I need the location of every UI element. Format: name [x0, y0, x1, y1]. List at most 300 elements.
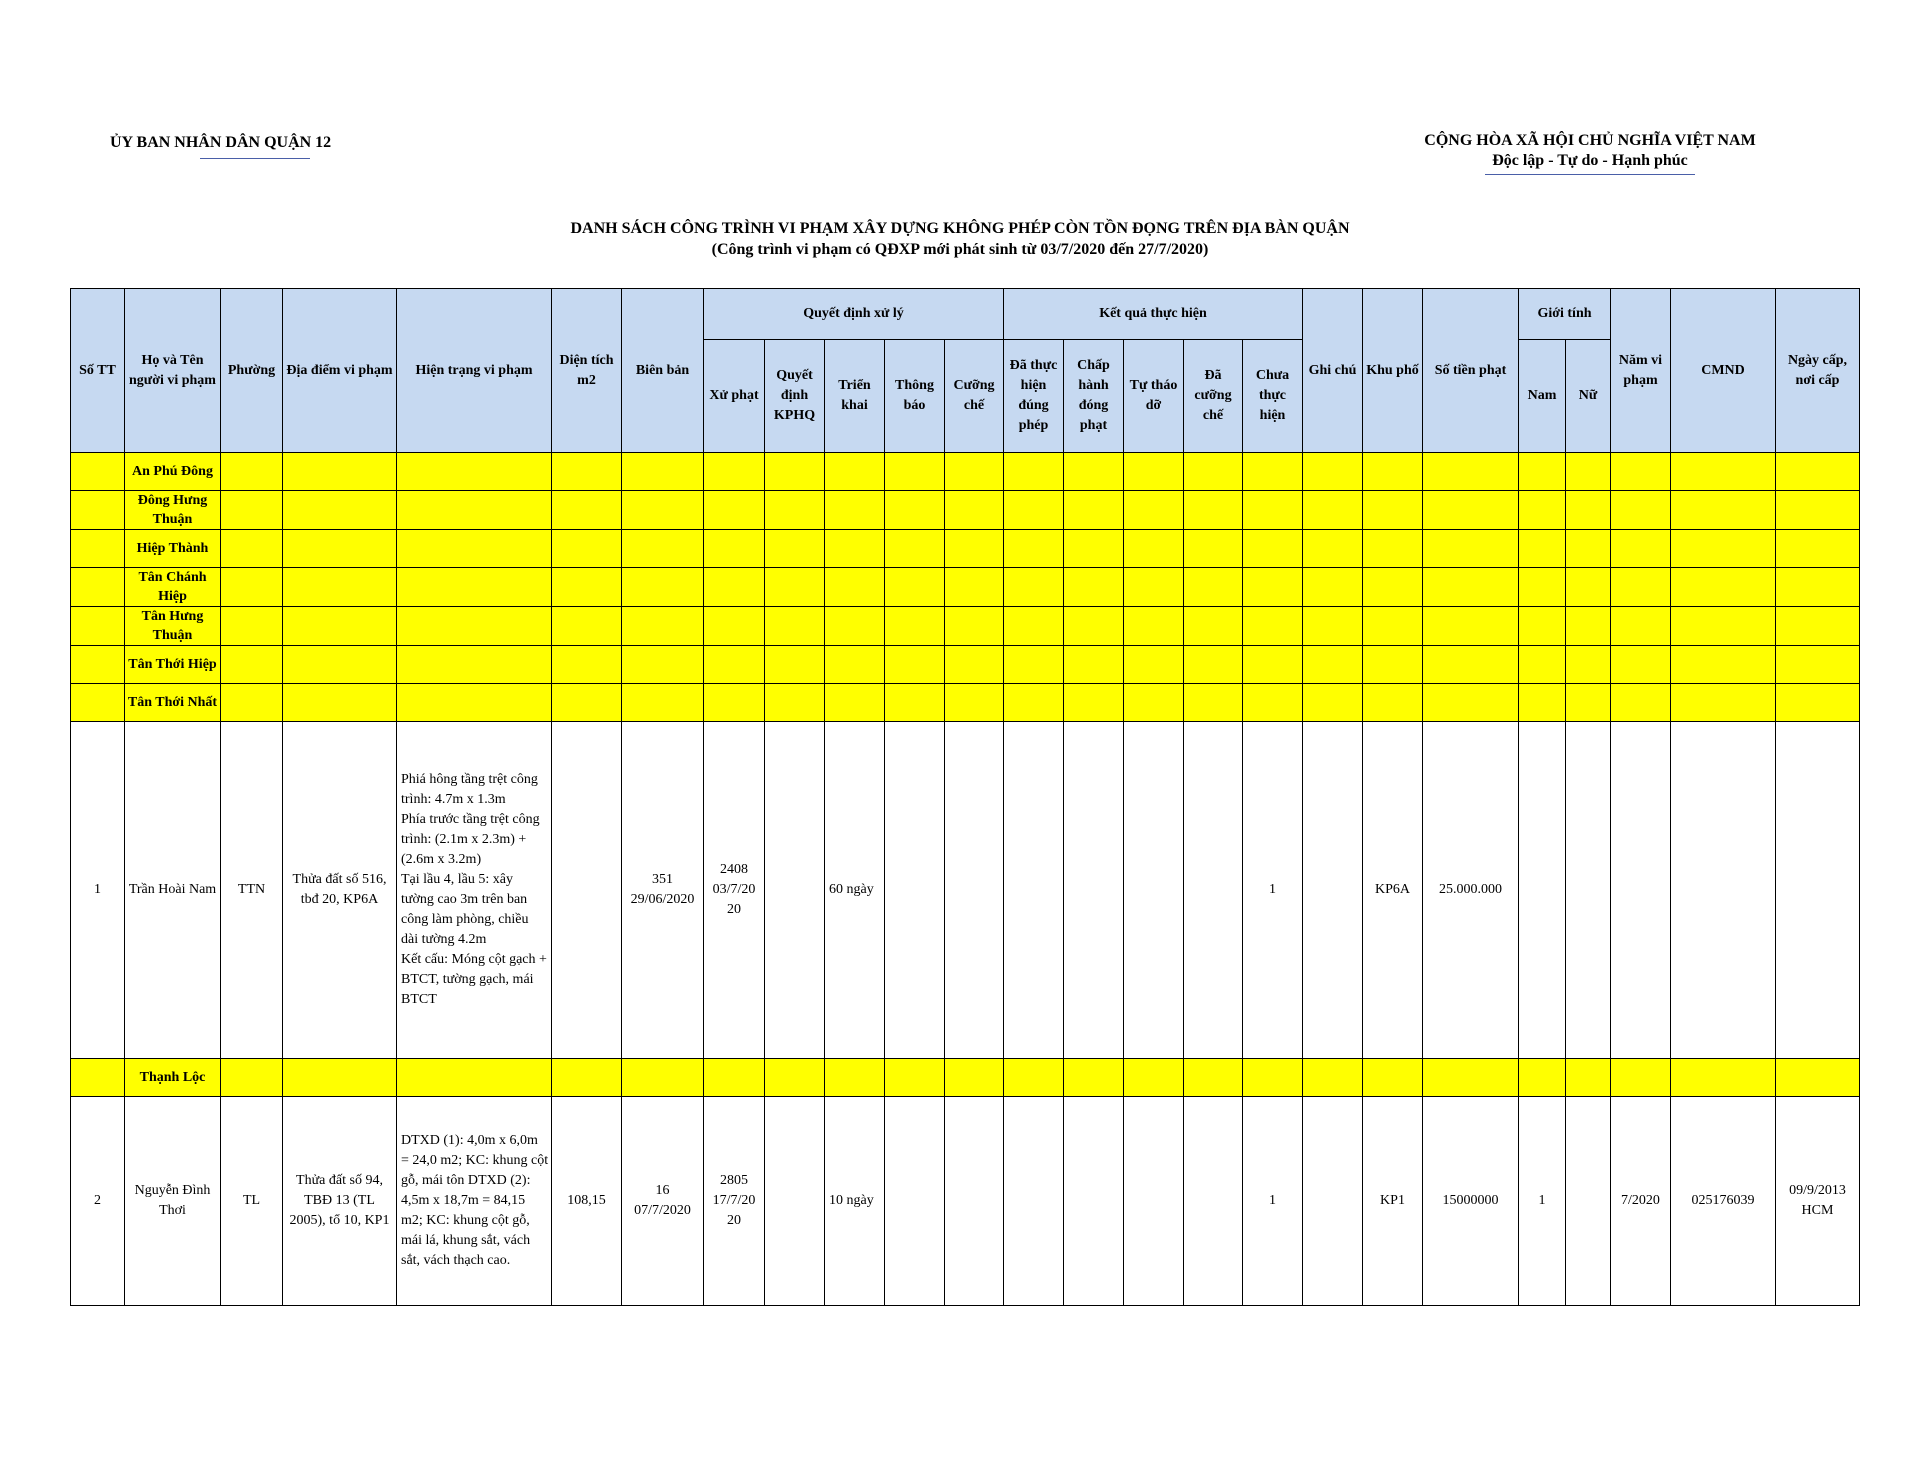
col-res-dathuchien: Đã thực hiện đúng phép [1004, 340, 1064, 453]
ward-cell [1363, 568, 1423, 607]
ward-cell [1671, 453, 1776, 491]
ward-cell [945, 568, 1004, 607]
ward-cell [704, 453, 765, 491]
cell-trienkhai: 10 ngày [825, 1097, 885, 1306]
national-slogan: Độc lập - Tự do - Hạnh phúc [1492, 152, 1688, 169]
ward-cell [1184, 646, 1243, 684]
cell-dathuchien [1004, 722, 1064, 1059]
ward-cell [622, 491, 704, 530]
ward-cell [765, 607, 825, 646]
ward-cell [1303, 453, 1363, 491]
cell-ward: TL [221, 1097, 283, 1306]
ward-cell [1064, 530, 1124, 568]
ward-cell [1776, 607, 1860, 646]
ward-cell [945, 684, 1004, 722]
ward-cell [825, 491, 885, 530]
ward-cell [945, 453, 1004, 491]
ward-cell [1519, 607, 1566, 646]
ward-cell [1423, 607, 1519, 646]
ward-cell [622, 646, 704, 684]
col-gender-female: Nữ [1566, 340, 1611, 453]
ward-cell [1303, 530, 1363, 568]
cell-note [1303, 1097, 1363, 1306]
ward-cell [1004, 646, 1064, 684]
ward-cell [1423, 1059, 1519, 1097]
ward-cell [283, 530, 397, 568]
issuing-authority [110, 134, 331, 152]
col-dec-cuongche: Cưỡng chế [945, 340, 1004, 453]
col-res-chuathuchien: Chưa thực hiện [1243, 340, 1303, 453]
ward-cell [552, 1059, 622, 1097]
ward-cell [1243, 1059, 1303, 1097]
ward-row [71, 1059, 1860, 1097]
col-group-gender: Giới tính [1519, 289, 1611, 340]
authority-underline [200, 158, 310, 159]
cell-status: Phiá hông tầng trệt công trình: 4.7m x 1.3m Phía trước tầng trệt công trình: (2.1m x 2.3m) + (2.6m x 3.2m) Tại lầu 4, lầu 5: xây tường cao 3m trên ban công làm phòng, chiều dài tường 4.2m Kết cấu: Móng cột gạch + BTCT, tường gạch, mái BTCT [397, 722, 552, 1059]
col-note: Ghi chú [1303, 289, 1363, 453]
ward-cell [1363, 607, 1423, 646]
ward-cell [1363, 530, 1423, 568]
col-issued: Ngày cấp, nơi cấp [1776, 289, 1860, 453]
ward-cell [1776, 491, 1860, 530]
ward-cell [1004, 568, 1064, 607]
ward-cell [1124, 1059, 1184, 1097]
ward-cell [945, 530, 1004, 568]
ward-cell [825, 684, 885, 722]
ward-cell [1303, 568, 1363, 607]
cell-female [1566, 722, 1611, 1059]
slogan-underline [1485, 174, 1695, 175]
ward-cell [71, 684, 125, 722]
ward-cell [765, 530, 825, 568]
ward-cell [1124, 530, 1184, 568]
ward-cell [1776, 646, 1860, 684]
ward-cell [1243, 607, 1303, 646]
ward-cell [622, 568, 704, 607]
ward-cell [1423, 684, 1519, 722]
ward-cell [397, 491, 552, 530]
ward-cell [622, 684, 704, 722]
table-row [71, 1097, 1860, 1306]
ward-row [71, 491, 1860, 530]
cell-record: 351 29/06/2020 [622, 722, 704, 1059]
cell-issued [1776, 722, 1860, 1059]
ward-cell [1519, 684, 1566, 722]
cell-year [1611, 722, 1671, 1059]
ward-cell [885, 530, 945, 568]
ward-cell [704, 530, 765, 568]
ward-cell [1004, 684, 1064, 722]
ward-name: Thạnh Lộc [125, 1059, 221, 1097]
ward-cell [397, 684, 552, 722]
ward-cell [1184, 684, 1243, 722]
ward-cell [1519, 1059, 1566, 1097]
ward-cell [1184, 530, 1243, 568]
ward-cell [704, 491, 765, 530]
ward-cell [1184, 607, 1243, 646]
cell-note [1303, 722, 1363, 1059]
col-area: Diện tích m2 [552, 289, 622, 453]
ward-cell [1303, 1059, 1363, 1097]
cell-chaphanh [1064, 1097, 1124, 1306]
ward-cell [1124, 491, 1184, 530]
ward-cell [1064, 568, 1124, 607]
ward-cell [885, 1059, 945, 1097]
ward-cell [71, 530, 125, 568]
ward-cell [221, 684, 283, 722]
col-res-chaphanh: Chấp hành đóng phạt [1064, 340, 1124, 453]
ward-name: Tân Thới Nhất [125, 684, 221, 722]
ward-cell [1519, 646, 1566, 684]
ward-cell [825, 568, 885, 607]
ward-cell [221, 646, 283, 684]
ward-cell [552, 684, 622, 722]
ward-cell [1423, 646, 1519, 684]
cell-area [552, 722, 622, 1059]
ward-cell [1423, 530, 1519, 568]
ward-cell [1064, 1059, 1124, 1097]
ward-cell [1363, 453, 1423, 491]
ward-cell [1124, 607, 1184, 646]
cell-cuongche [945, 722, 1004, 1059]
cell-area: 108,15 [552, 1097, 622, 1306]
ward-cell [945, 646, 1004, 684]
ward-cell [622, 607, 704, 646]
ward-cell [283, 491, 397, 530]
ward-cell [397, 1059, 552, 1097]
ward-cell [1243, 646, 1303, 684]
ward-cell [221, 607, 283, 646]
ward-cell [552, 607, 622, 646]
ward-cell [71, 453, 125, 491]
ward-name: Tân Chánh Hiệp [125, 568, 221, 607]
cell-chuathuchien: 1 [1243, 722, 1303, 1059]
ward-cell [71, 607, 125, 646]
ward-cell [1566, 684, 1611, 722]
ward-cell [71, 568, 125, 607]
cell-kphq [765, 1097, 825, 1306]
ward-cell [1611, 530, 1671, 568]
ward-cell [1776, 530, 1860, 568]
ward-cell [1671, 684, 1776, 722]
ward-cell [765, 491, 825, 530]
ward-cell [1004, 530, 1064, 568]
ward-cell [283, 568, 397, 607]
cell-thongbao [885, 722, 945, 1059]
col-gender-male: Nam [1519, 340, 1566, 453]
ward-cell [71, 1059, 125, 1097]
ward-cell [283, 684, 397, 722]
ward-name: An Phú Đông [125, 453, 221, 491]
ward-cell [397, 568, 552, 607]
ward-cell [1184, 453, 1243, 491]
col-year: Năm vi phạm [1611, 289, 1671, 453]
ward-cell [1064, 646, 1124, 684]
ward-cell [397, 607, 552, 646]
cell-tuthao [1124, 722, 1184, 1059]
cell-fine: 25.000.000 [1423, 722, 1519, 1059]
ward-cell [1303, 646, 1363, 684]
ward-cell [1566, 491, 1611, 530]
ward-cell [1519, 453, 1566, 491]
cell-status: DTXD (1): 4,0m x 6,0m = 24,0 m2; KC: khung cột gỗ, mái tôn DTXD (2): 4,5m x 18,7m = 84,15 m2; KC: khung cột gỗ, mái lá, khung sắt, vách sắt, vách thạch cao. [397, 1097, 552, 1306]
ward-cell [765, 1059, 825, 1097]
col-status: Hiện trạng vi phạm [397, 289, 552, 453]
ward-cell [825, 1059, 885, 1097]
ward-cell [283, 1059, 397, 1097]
col-name: Họ và Tên người vi phạm [125, 289, 221, 453]
cell-dacuongche [1184, 722, 1243, 1059]
ward-cell [885, 607, 945, 646]
col-id: CMND [1671, 289, 1776, 453]
ward-cell [1566, 607, 1611, 646]
ward-cell [283, 453, 397, 491]
ward-cell [1671, 491, 1776, 530]
ward-cell [1124, 568, 1184, 607]
ward-cell [1363, 646, 1423, 684]
ward-cell [1611, 1059, 1671, 1097]
ward-cell [552, 530, 622, 568]
ward-cell [1519, 568, 1566, 607]
ward-cell [825, 646, 885, 684]
ward-cell [765, 684, 825, 722]
ward-cell [704, 568, 765, 607]
cell-stt: 1 [71, 722, 125, 1059]
issuing-authority-text: ỦY BAN NHÂN DÂN QUẬN 12 [110, 134, 332, 151]
ward-cell [1243, 491, 1303, 530]
ward-cell [622, 1059, 704, 1097]
ward-cell [1423, 491, 1519, 530]
ward-cell [765, 646, 825, 684]
ward-cell [1124, 684, 1184, 722]
cell-male: 1 [1519, 1097, 1566, 1306]
ward-cell [1243, 530, 1303, 568]
col-res-dacuongche: Đã cưỡng chế [1184, 340, 1243, 453]
ward-cell [1566, 568, 1611, 607]
col-dec-xuphat: Xử phạt [704, 340, 765, 453]
violation-table [70, 288, 1860, 1306]
ward-cell [1611, 646, 1671, 684]
cell-id [1671, 722, 1776, 1059]
ward-cell [1776, 684, 1860, 722]
ward-cell [1184, 568, 1243, 607]
ward-cell [1363, 684, 1423, 722]
ward-cell [1671, 646, 1776, 684]
ward-cell [71, 491, 125, 530]
cell-location: Thửa đất số 94, TBĐ 13 (TL 2005), tổ 10, KP1 [283, 1097, 397, 1306]
ward-cell [1566, 453, 1611, 491]
ward-cell [221, 453, 283, 491]
ward-cell [283, 646, 397, 684]
ward-cell [1184, 491, 1243, 530]
ward-cell [704, 684, 765, 722]
col-dec-thongbao: Thông báo [885, 340, 945, 453]
ward-cell [1423, 568, 1519, 607]
cell-tuthao [1124, 1097, 1184, 1306]
ward-cell [765, 453, 825, 491]
cell-year: 7/2020 [1611, 1097, 1671, 1306]
ward-cell [397, 530, 552, 568]
ward-cell [825, 530, 885, 568]
col-stt: Số TT [71, 289, 125, 453]
cell-stt: 2 [71, 1097, 125, 1306]
ward-name: Đông Hưng Thuận [125, 491, 221, 530]
ward-row [71, 646, 1860, 684]
ward-cell [1519, 530, 1566, 568]
cell-quarter: KP6A [1363, 722, 1423, 1059]
table-header-row [71, 289, 1860, 340]
ward-cell [885, 453, 945, 491]
ward-row [71, 607, 1860, 646]
table-row [71, 722, 1860, 1059]
ward-row [71, 453, 1860, 491]
col-res-tuthao: Tự tháo dỡ [1124, 340, 1184, 453]
ward-cell [622, 453, 704, 491]
cell-issued: 09/9/2013 HCM [1776, 1097, 1860, 1306]
ward-cell [885, 568, 945, 607]
ward-row [71, 530, 1860, 568]
ward-cell [1004, 607, 1064, 646]
cell-name: Nguyễn Đình Thơi [125, 1097, 221, 1306]
ward-row [71, 684, 1860, 722]
ward-cell [1423, 453, 1519, 491]
ward-cell [1671, 568, 1776, 607]
ward-cell [1776, 1059, 1860, 1097]
cell-cuongche [945, 1097, 1004, 1306]
ward-cell [885, 491, 945, 530]
ward-cell [885, 646, 945, 684]
ward-cell [283, 607, 397, 646]
cell-location: Thửa đất số 516, tbđ 20, KP6A [283, 722, 397, 1059]
ward-cell [945, 1059, 1004, 1097]
ward-cell [1566, 530, 1611, 568]
cell-male [1519, 722, 1566, 1059]
ward-row [71, 568, 1860, 607]
cell-ward: TTN [221, 722, 283, 1059]
ward-cell [1611, 491, 1671, 530]
ward-cell [704, 607, 765, 646]
ward-name: Tân Hưng Thuận [125, 607, 221, 646]
ward-cell [1184, 1059, 1243, 1097]
col-quarter: Khu phố [1363, 289, 1423, 453]
cell-dacuongche [1184, 1097, 1243, 1306]
ward-name: Tân Thới Hiệp [125, 646, 221, 684]
cell-kphq [765, 722, 825, 1059]
cell-quarter: KP1 [1363, 1097, 1423, 1306]
ward-cell [1004, 453, 1064, 491]
document-title [0, 218, 1920, 260]
ward-cell [765, 568, 825, 607]
ward-cell [1303, 607, 1363, 646]
ward-cell [1776, 453, 1860, 491]
ward-cell [622, 530, 704, 568]
ward-cell [1004, 1059, 1064, 1097]
ward-cell [1124, 453, 1184, 491]
col-dec-kphq: Quyết định KPHQ [765, 340, 825, 453]
col-ward: Phường [221, 289, 283, 453]
ward-cell [1064, 453, 1124, 491]
ward-cell [704, 1059, 765, 1097]
cell-record: 16 07/7/2020 [622, 1097, 704, 1306]
ward-cell [1671, 1059, 1776, 1097]
ward-cell [397, 453, 552, 491]
ward-cell [1671, 607, 1776, 646]
col-group-decision: Quyết định xử lý [704, 289, 1004, 340]
cell-chuathuchien: 1 [1243, 1097, 1303, 1306]
col-record: Biên bản [622, 289, 704, 453]
ward-cell [1064, 607, 1124, 646]
ward-cell [1004, 491, 1064, 530]
ward-cell [1243, 684, 1303, 722]
cell-id: 025176039 [1671, 1097, 1776, 1306]
ward-cell [552, 453, 622, 491]
ward-cell [885, 684, 945, 722]
ward-cell [221, 568, 283, 607]
ward-cell [221, 491, 283, 530]
ward-cell [825, 607, 885, 646]
national-motto [1360, 132, 1820, 175]
ward-cell [1363, 491, 1423, 530]
ward-cell [1566, 646, 1611, 684]
cell-thongbao [885, 1097, 945, 1306]
ward-cell [704, 646, 765, 684]
cell-name: Trần Hoài Nam [125, 722, 221, 1059]
ward-cell [397, 646, 552, 684]
cell-female [1566, 1097, 1611, 1306]
ward-cell [1611, 568, 1671, 607]
col-location: Địa điểm vi phạm [283, 289, 397, 453]
cell-chaphanh [1064, 722, 1124, 1059]
ward-cell [552, 646, 622, 684]
ward-cell [71, 646, 125, 684]
ward-cell [1064, 684, 1124, 722]
ward-cell [945, 607, 1004, 646]
cell-dathuchien [1004, 1097, 1064, 1306]
ward-cell [1611, 684, 1671, 722]
ward-cell [1776, 568, 1860, 607]
ward-cell [1363, 1059, 1423, 1097]
table-body [71, 453, 1860, 1306]
col-fine: Số tiền phạt [1423, 289, 1519, 453]
cell-xuphat: 2408 03/7/20 20 [704, 722, 765, 1059]
cell-fine: 15000000 [1423, 1097, 1519, 1306]
cell-trienkhai: 60 ngày [825, 722, 885, 1059]
document-title-sub: (Công trình vi phạm có QĐXP mới phát sinh từ 03/7/2020 đến 27/7/2020) [711, 241, 1209, 258]
document-title-main: DANH SÁCH CÔNG TRÌNH VI PHẠM XÂY DỰNG KHÔNG PHÉP CÒN TỒN ĐỌNG TRÊN ĐỊA BÀN QUẬN [570, 220, 1350, 237]
ward-cell [1519, 491, 1566, 530]
col-group-result: Kết quả thực hiện [1004, 289, 1303, 340]
ward-cell [552, 491, 622, 530]
ward-cell [1611, 453, 1671, 491]
ward-cell [1611, 607, 1671, 646]
national-title: CỘNG HÒA XÃ HỘI CHỦ NGHĨA VIỆT NAM [1424, 132, 1756, 149]
ward-cell [1064, 491, 1124, 530]
ward-cell [1124, 646, 1184, 684]
ward-cell [945, 491, 1004, 530]
ward-cell [1243, 453, 1303, 491]
ward-cell [1303, 684, 1363, 722]
ward-cell [1243, 568, 1303, 607]
ward-cell [1566, 1059, 1611, 1097]
cell-xuphat: 2805 17/7/20 20 [704, 1097, 765, 1306]
ward-cell [825, 453, 885, 491]
ward-cell [1303, 491, 1363, 530]
col-dec-trienkhai: Triển khai [825, 340, 885, 453]
ward-cell [1671, 530, 1776, 568]
ward-cell [221, 1059, 283, 1097]
ward-name: Hiệp Thành [125, 530, 221, 568]
ward-cell [552, 568, 622, 607]
